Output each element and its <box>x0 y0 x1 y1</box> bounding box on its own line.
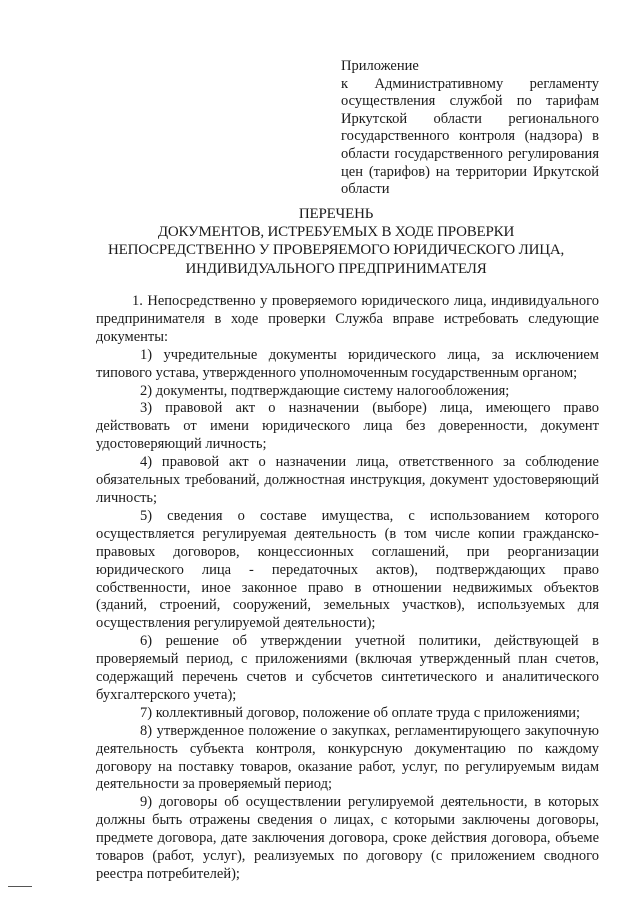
appendix-heading: Приложение <box>341 58 419 74</box>
list-item-3: 3) правовой акт о назначении (выборе) лица, имеющего право действовать от имени юридического лица без доверенности, документ удостоверяющий личность; <box>96 400 599 453</box>
title-line-2: ДОКУМЕНТОВ, ИСТРЕБУЕМЫХ В ХОДЕ ПРОВЕРКИ <box>157 224 515 241</box>
list-item-4: 4) правовой акт о назначении лица, ответственного за соблюдение обязательных требований, должностная инструкция, документ удостоверяющий личность; <box>96 454 599 506</box>
appendix-text: к Административному регламенту осуществления службой по тарифам Иркутской области регионального государственного контроля (надзора) в области государственного регулирования цен (тарифов) на территории Иркутской области <box>341 75 599 198</box>
list-item-8: 8) утвержденное положение о закупках, регламентирующего закупочную деятельность субъекта контроля, конкурсную документацию по каждому договору на поставку товаров, оказание работ, услуг, по регулируемым видам деятельности за проверяемый период; <box>96 722 599 793</box>
paragraph-intro: 1. Непосредственно у проверяемого юридического лица, индивидуального предпринимателя в ходе проверки Служба вправе истребовать следующие документы: <box>96 293 599 345</box>
list-item-1: 1) учредительные документы юридического лица, за исключением типового устава, утвержденного уполномоченным государственным органом; <box>96 346 599 381</box>
title-line-3: НЕПОСРЕДСТВЕННО У ПРОВЕРЯЕМОГО ЮРИДИЧЕСКОГО ЛИЦА, <box>107 242 565 259</box>
list-item-6: 6) решение об утверждении учетной политики, действующей в проверяемый период, с приложениями (включая утвержденный план счетов, содержащий перечень счетов и субсчетов синтетического и аналитического бухгалтерского учета); <box>96 633 599 703</box>
document-body <box>96 293 599 884</box>
document-title <box>96 205 576 278</box>
list-item-5: 5) сведения о составе имущества, с использованием которого осуществляется регулируемая деятельность (в том числе копии гражданско-правовых договоров, концессионных соглашений, при реорганизации юридического лица - передаточных актов), подтверждающих право собственности, иное законное право в отношении недвижимых объектов (зданий, строений, сооружений, земельных участков), используемых для осуществления регулируемой деятельности); <box>96 507 599 632</box>
footer-divider <box>8 886 32 887</box>
list-item-7: 7) коллективный договор, положение об оплате труда с приложениями; <box>140 704 581 721</box>
appendix-block <box>341 58 599 199</box>
list-item-9: 9) договоры об осуществлении регулируемой деятельности, в которых должны быть отражены сведения о лицах, с которыми заключены договоры, предмете договора, дате заключения договора, сроке действия договора, объеме товаров (работ, услуг), реализуемых по договору (с приложением сводного реестра потребителей); <box>96 794 599 882</box>
list-item-2: 2) документы, подтверждающие систему налогообложения; <box>140 382 510 399</box>
title-line-4: ИНДИВИДУАЛЬНОГО ПРЕДПРИНИМАТЕЛЯ <box>185 260 487 277</box>
title-line-1: ПЕРЕЧЕНЬ <box>298 206 374 222</box>
